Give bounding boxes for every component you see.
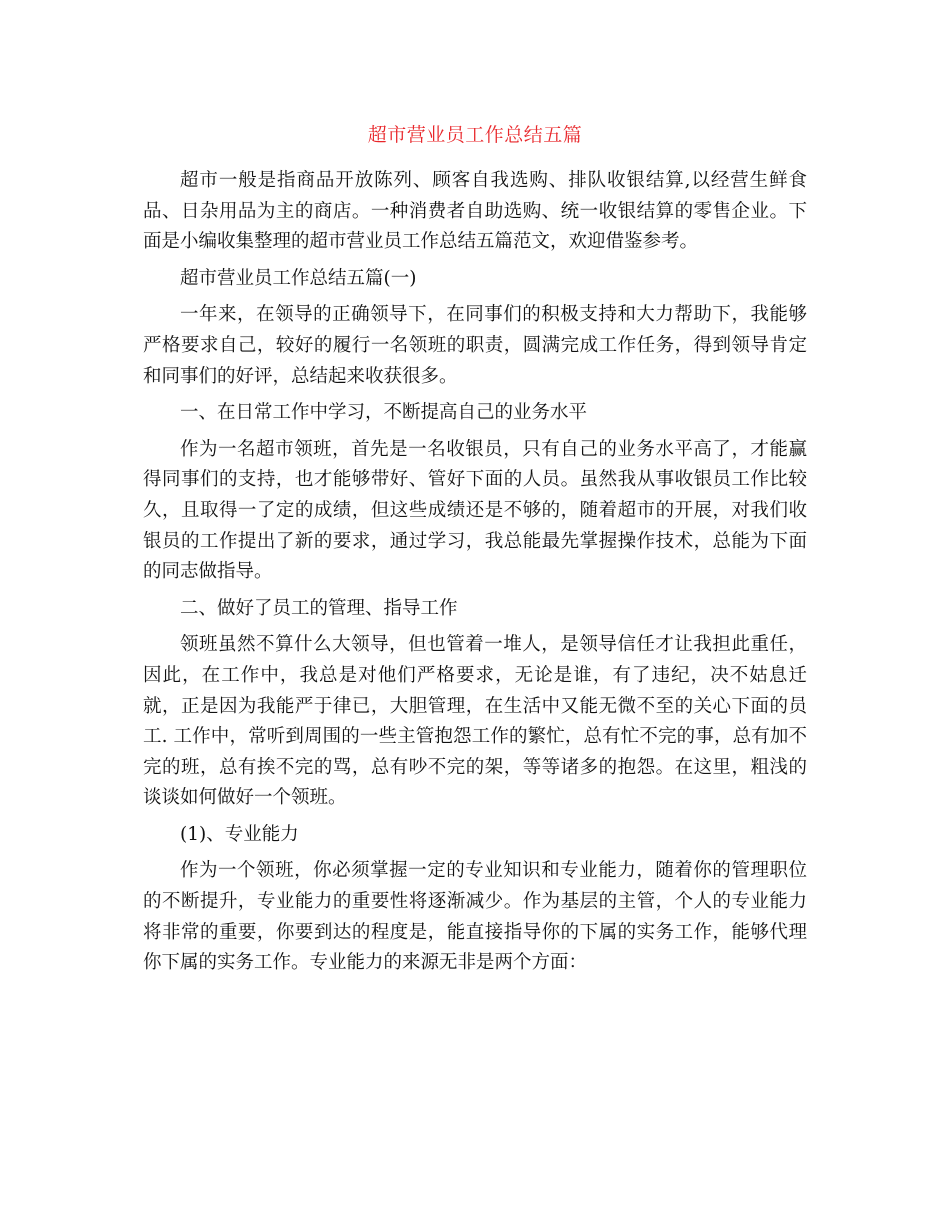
intro-paragraph: 超市一般是指商品开放陈列、顾客自我选购、排队收银结算,以经营生鲜食品、日杂用品为主的商店。一种消费者自助选购、统一收银结算的零售企业。下面是小编收集整理的超市营业员工作总结五篇范文，欢迎借鉴参考。 [143,170,807,253]
document-title: 超市营业员工作总结五篇 [367,124,583,146]
body-paragraph-3: 领班虽然不算什么大领导，但也管着一堆人，是领导信任才让我担此重任，因此，在工作中，我总是对他们严格要求，无论是谁，有了违纪，决不姑息迁就，正是因为我能严于律已，大胆管理，在生活中又能无微不至的关心下面的员工. 工作中，常听到周围的一些主管抱怨工作的繁忙，总有忙不完的事，总有加不完的班，总有挨不完的骂，总有吵不完的架，等等诸多的抱怨。在这里，粗浅的谈谈如何做好一个领班。 [143,634,807,809]
body-paragraph-1: 一年来，在领导的正确领导下，在同事们的积极支持和大力帮助下，我能够严格要求自己，较好的履行一名领班的职责，圆满完成工作任务，得到领导肯定和同事们的好评，总结起来收获很多。 [143,304,807,387]
body-paragraph-2: 作为一名超市领班，首先是一名收银员，只有自己的业务水平高了，才能赢得同事们的支持，也才能够带好、管好下面的人员。虽然我从事收银员工作比较久，且取得一了定的成绩，但这些成绩还是不够的，随着超市的开展，对我们收银员的工作提出了新的要求，通过学习，我总能最先掌握操作技术，总能为下面的同志做指导。 [143,438,807,583]
subheading-1: 一、在日常工作中学习，不断提高自己的业务水平 [180,402,588,424]
subheading-2: 二、做好了员工的管理、指导工作 [180,597,458,619]
subheading-3: (1)、专业能力 [180,823,299,845]
document-body [143,166,807,985]
body-paragraph-4: 作为一个领班，你必须掌握一定的专业知识和专业能力，随着你的管理职位的不断提升，专业能力的重要性将逐渐减少。作为基层的主管，个人的专业能力将非常的重要，你要到达的程度是，能直接指导你的下属的实务工作，能够代理你下属的实务工作。专业能力的来源无非是两个方面： [143,860,807,974]
section-heading-1: 超市营业员工作总结五篇(一) [180,267,417,289]
